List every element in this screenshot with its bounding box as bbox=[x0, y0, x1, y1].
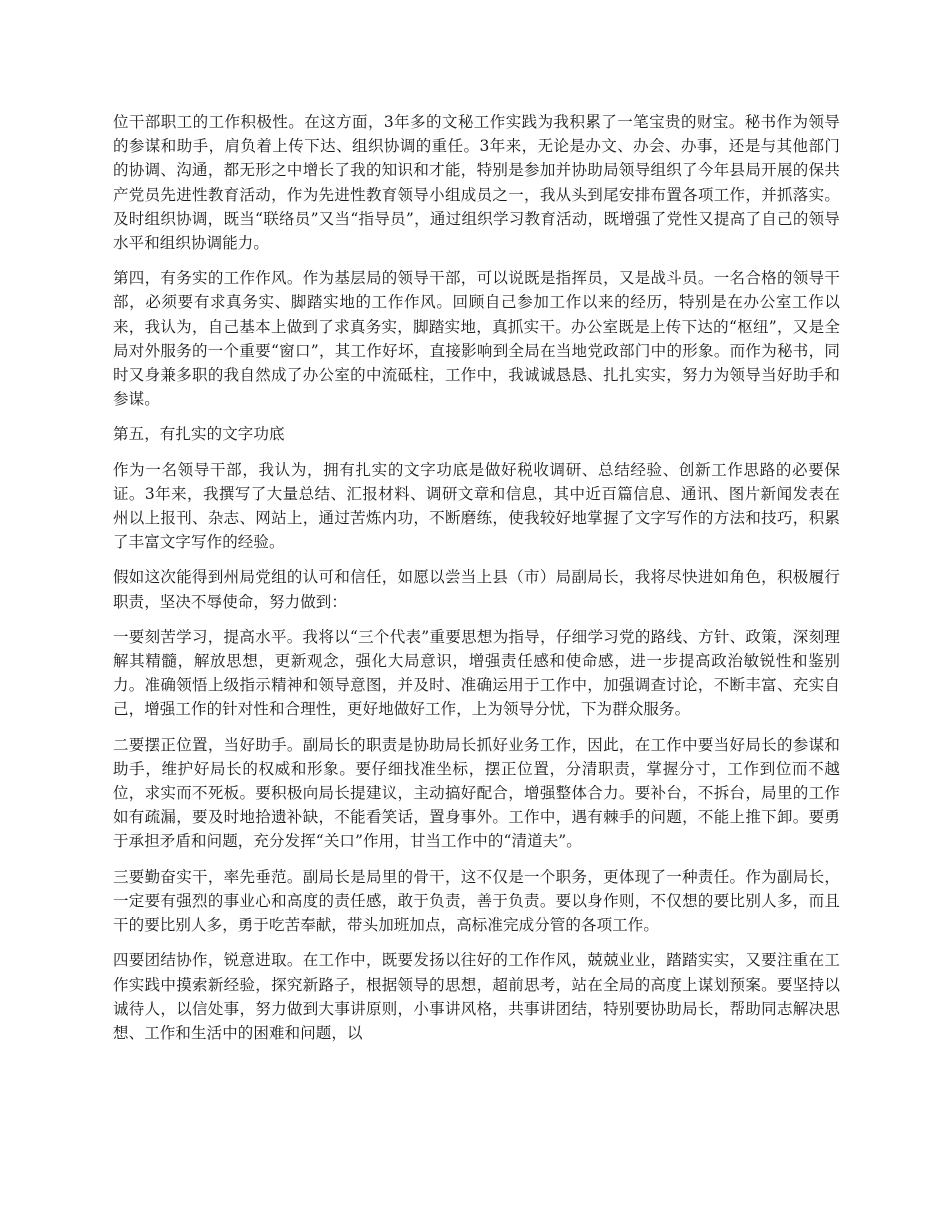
paragraph-work-style: 第四，有务实的工作作风。作为基层局的领导干部，可以说既是指挥员，又是战斗员。一名合格的领导干部，必须要有求真务实、脚踏实地的工作作风。回顾自己参加工作以来的经历，特别是在办公室工作以来，我认为，自己基本上做到了求真务实，脚踏实地，真抓实干。办公室既是上传下达的“枢纽”，又是全局对外服务的一个重要“窗口”，其工作好坏，直接影响到全局在当地党政部门中的形象。而作为秘书，同时又身兼多职的我自然成了办公室的中流砥柱，工作中，我诚诚恳恳、扎扎实实，努力为领导当好助手和参谋。 bbox=[113, 269, 840, 409]
paragraph-teamwork: 四要团结协作，锐意进取。在工作中，既要发扬以往好的工作作风，兢兢业业，踏踏实实，又要注重在工作实践中摸索新经验，探究新路子，根据领导的思想，超前思考，站在全局的高度上谋划预案。要坚持以诚待人，以信处事，努力做到大事讲原则，小事讲风格，共事讲团结，特别要协助局长，帮助同志解决思想、工作和生活中的困难和问题，以 bbox=[113, 951, 840, 1042]
paragraph-diligent-work: 三要勤奋实干，率先垂范。副局长是局里的骨干，这不仅是一个职务，更体现了一种责任。作为副局长，一定要有强烈的事业心和高度的责任感，敢于负责，善于负责。要以身作则，不仅想的要比别人多，而且干的要比别人多，勇于吃苦奉献，带头加班加点，高标准完成分管的各项工作。 bbox=[113, 867, 840, 935]
paragraph-study-hard: 一要刻苦学习，提高水平。我将以“三个代表”重要思想为指导，仔细学习党的路线、方针、政策，深刻理解其精髓，解放思想，更新观念，强化大局意识，增强责任感和使命感，进一步提高政治敏锐性和鉴别力。准确领悟上级指示精神和领导意图，并及时、准确运用于工作中，加强调查讨论，不断丰富、充实自己，增强工作的针对性和合理性，更好地做好工作，上为领导分忧，下为群众服务。 bbox=[113, 627, 840, 719]
paragraph-writing-skill: 作为一名领导干部，我认为，拥有扎实的文字功底是做好税收调研、总结经验、创新工作思路的必要保证。3年来，我撰写了大量总结、汇报材料、调研文章和信息，其中近百篇信息、通讯、图片新闻发表在州以上报刊、杂志、网站上，通过苦炼内功，不断磨练，使我较好地掌握了文字写作的方法和技巧，积累了丰富文字写作的经验。 bbox=[113, 460, 840, 552]
paragraph-cadre-motivation: 位干部职工的工作积极性。在这方面，3年多的文秘工作实践为我积累了一笔宝贵的财宝。秘书作为领导的参谋和助手，肩负着上传下达、组织协调的重任。3年来，无论是办文、办会、办事，还是与其他部门的协调、沟通，都无形之中增长了我的知识和才能，特别是参加并协助局领导组织了今年县局开展的保共产党员先进性教育活动，作为先进性教育领导小组成员之一，我从头到尾安排布置各项工作，并抓落实。及时组织协调，既当“联络员”又当“指导员”，通过组织学习教育活动，既增强了党性又提高了自己的领导水平和组织协调能力。 bbox=[113, 113, 840, 253]
paragraph-commitment: 假如这次能得到州局党组的认可和信任，如愿以尝当上县（市）局副局长，我将尽快进如角色，积极履行职责，坚决不辱使命，努力做到： bbox=[113, 568, 840, 611]
paragraph-good-assistant: 二要摆正位置，当好助手。副局长的职责是协助局长抓好业务工作，因此，在工作中要当好局长的参谋和助手，维护好局长的权威和形象。要仔细找准坐标，摆正位置，分清职责，掌握分寸，工作到位而不越位，求实而不死板。要积极向局长提建议，主动搞好配合，增强整体合力。要补台，不拆台，局里的工作如有疏漏，要及时地拾遗补缺，不能看笑话，置身事外。工作中，遇有棘手的问题，不能上推下卸。要勇于承担矛盾和问题，充分发挥“关口”作用，甘当工作中的“清道夫”。 bbox=[113, 735, 840, 851]
document-body bbox=[113, 110, 840, 1056]
section-heading-writing-skill: 第五，有扎实的文字功底 bbox=[113, 425, 285, 444]
